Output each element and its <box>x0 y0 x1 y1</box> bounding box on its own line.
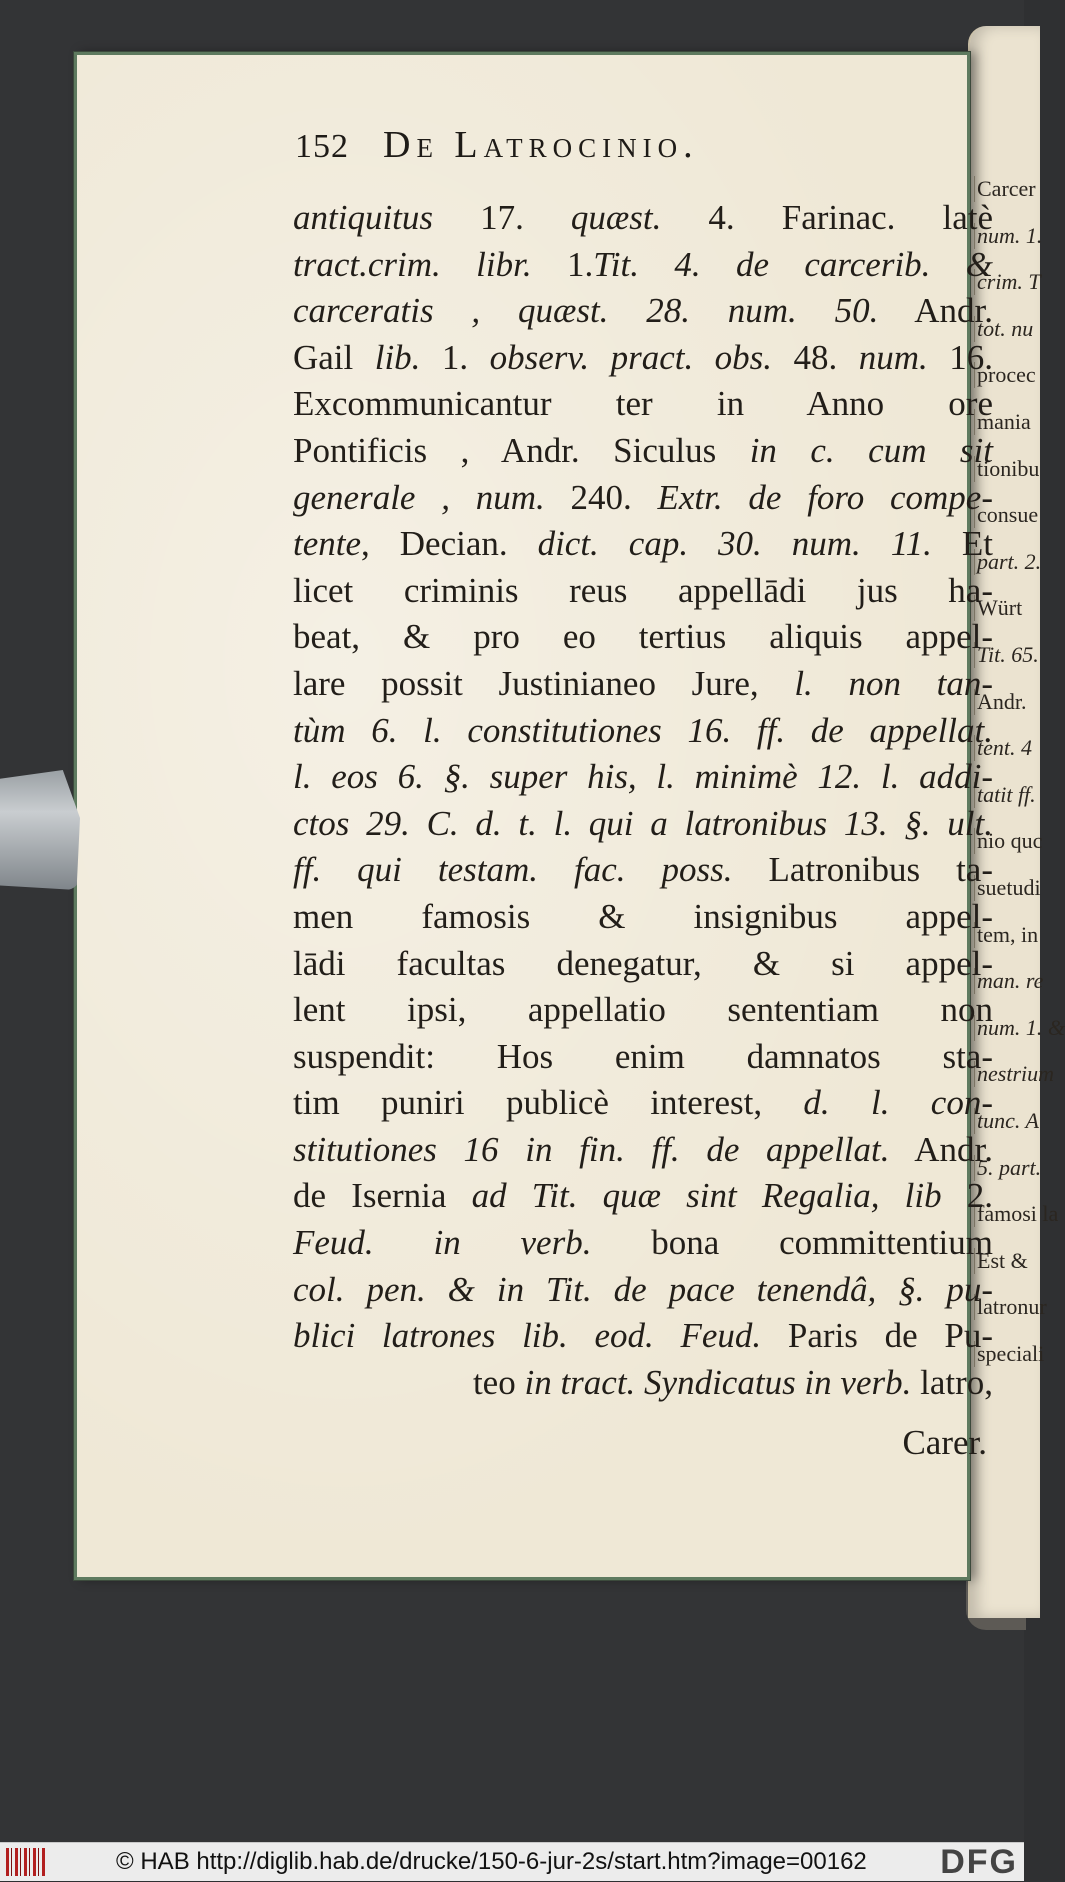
footer-credit: © HAB http://diglib.hab.de/drucke/150-6-jur-2s/start.htm?image=00162 <box>116 1848 867 1875</box>
italic-segment: tùm 6. l. constitutiones 16. ff. de appellat. <box>293 710 993 750</box>
italic-segment: num. <box>858 337 928 377</box>
text-line <box>293 335 993 382</box>
facing-page-fragment: mania <box>974 409 1031 435</box>
text-line <box>293 941 993 988</box>
dfg-logo: DFG <box>940 1842 1018 1881</box>
roman-segment: 1. <box>531 244 594 284</box>
roman-segment: Gail <box>293 337 375 377</box>
roman-segment: Latronibus ta- <box>732 850 993 890</box>
roman-segment: lent ipsi, appellatio sententiam non <box>293 990 993 1030</box>
roman-segment: 240. <box>544 477 658 517</box>
italic-segment: ctos 29. C. d. t. l. qui a latronibus 13. §. ult. <box>293 803 993 843</box>
italic-segment: col. pen. & in Tit. de pace tenendâ, §. pu- <box>293 1269 993 1309</box>
text-line <box>293 801 993 848</box>
text-line <box>293 1173 993 1220</box>
page-number: 152 <box>295 128 349 165</box>
facing-page-fragment: Carcer <box>974 176 1036 202</box>
facing-page-fragment: famosi la <box>974 1201 1058 1227</box>
roman-segment: Andr. <box>878 291 993 331</box>
italic-segment: blici latrones lib. eod. Feud. <box>293 1316 762 1356</box>
body-text <box>293 195 993 1406</box>
roman-segment: 1. <box>420 337 490 377</box>
text-line <box>293 195 993 242</box>
italic-segment: l. eos 6. §. super his, l. minimè 12. l. addi- <box>293 757 993 797</box>
running-title: De Latrocinio. <box>383 124 699 166</box>
text-line <box>293 708 993 755</box>
roman-segment: Andr. <box>889 1129 993 1169</box>
roman-segment: men famosis & insignibus appel- <box>293 896 993 936</box>
facing-page-fragment: num. 1. <box>974 223 1042 249</box>
text-line <box>293 475 993 522</box>
roman-segment: Excommunicantur ter in Anno ore <box>293 384 993 424</box>
roman-segment: 16. <box>927 337 994 377</box>
italic-segment: d. l. con- <box>803 1083 993 1123</box>
facing-page-fragment: procec <box>974 362 1036 388</box>
text-line <box>293 987 993 1034</box>
roman-segment: Pontificis , Andr. Siculus <box>293 430 750 470</box>
roman-segment: 48. <box>772 337 859 377</box>
roman-segment: tim puniri publicè interest, <box>293 1083 804 1123</box>
roman-segment: teo <box>472 1362 525 1402</box>
hab-barcode-icon <box>6 1848 46 1876</box>
facing-page-fragment: Andr. <box>974 689 1027 715</box>
text-line <box>293 1313 993 1360</box>
text-line <box>293 1220 993 1267</box>
roman-segment: beat, & pro eo tertius aliquis appel- <box>293 617 993 657</box>
roman-segment: licet criminis reus appellādi jus ha- <box>293 570 993 610</box>
text-line <box>293 1360 993 1407</box>
roman-segment: Et <box>931 524 993 564</box>
roman-segment: , Decian. <box>361 524 538 564</box>
text-line <box>293 288 993 335</box>
facing-page-fragment: Würt <box>974 595 1022 621</box>
italic-segment: antiquitus <box>293 198 434 237</box>
italic-segment: ad Tit. quæ sint Regalia, lib <box>471 1176 942 1216</box>
italic-segment: tract.crim. libr. <box>293 244 532 284</box>
italic-segment: ff. qui testam. fac. poss. <box>293 850 733 890</box>
facing-page-fragment: tem, in <box>974 922 1038 948</box>
text-line <box>293 1127 993 1174</box>
roman-segment: 2. <box>941 1176 993 1216</box>
italic-segment: Tit. 4. de carcerib. & <box>593 244 994 284</box>
italic-segment: carceratis , quæst. 28. num. 50. <box>293 291 879 331</box>
facing-page-fragment: Tit. 65. <box>974 642 1039 668</box>
running-head <box>295 123 855 175</box>
roman-segment: suspendit: Hos enim damnatos sta- <box>293 1036 993 1076</box>
text-line <box>293 1080 993 1127</box>
facing-page-fragment: latronur <box>974 1294 1047 1320</box>
facing-page-fragment: man. re <box>974 968 1043 994</box>
roman-segment: bona committentium <box>591 1223 993 1263</box>
facing-page-fragment: tunc. A <box>974 1108 1039 1134</box>
roman-segment: 4. Farinac. latè <box>661 198 994 237</box>
roman-segment: latro, <box>911 1362 993 1402</box>
page-holder-spatula <box>0 770 80 890</box>
facing-page-fragment: Est & <box>974 1248 1028 1274</box>
book-page <box>74 52 994 1580</box>
facing-page-fragment: tatit ff. <box>974 782 1036 808</box>
facing-page-fragment: tionibu <box>974 456 1039 482</box>
facing-page-fragment: num. 1. & <box>974 1015 1065 1041</box>
italic-segment: in tract. Syndicatus in verb. <box>524 1362 912 1402</box>
italic-segment: Extr. de foro compe- <box>657 477 993 517</box>
italic-segment: tente <box>293 524 362 564</box>
facing-page-fragment: 5. part. <box>974 1155 1041 1181</box>
text-line <box>293 381 993 428</box>
facing-page-fragment: crim. T <box>974 269 1041 295</box>
italic-segment: observ. pract. obs. <box>489 337 773 377</box>
italic-segment: generale , num. <box>293 477 545 517</box>
text-line <box>293 847 993 894</box>
facing-page-fragment: consue <box>974 502 1038 528</box>
text-line <box>293 428 993 475</box>
text-line <box>293 754 993 801</box>
roman-segment: Paris de Pu- <box>761 1316 994 1356</box>
italic-segment: l. non tan- <box>794 663 993 703</box>
italic-segment: in c. cum sit <box>749 430 994 470</box>
italic-segment: quæst. <box>570 198 662 237</box>
italic-segment: stitutiones 16 in fin. ff. de appellat. <box>293 1129 890 1169</box>
catchword: Carer. <box>902 1423 987 1462</box>
text-line <box>293 1267 993 1314</box>
facing-page-fragment: part. 2. <box>974 549 1041 575</box>
text-line <box>293 661 993 708</box>
text-line <box>293 894 993 941</box>
facing-page-fragment: speciali <box>974 1341 1044 1367</box>
text-line <box>293 521 993 568</box>
roman-segment: de Isernia <box>293 1176 472 1216</box>
facing-page-fragment: suetudi <box>974 875 1041 901</box>
facing-page-fragment: tent. 4 <box>974 735 1032 761</box>
text-line <box>293 1034 993 1081</box>
footer-bar <box>0 1842 1024 1881</box>
facing-page-fragment: nio quc <box>974 828 1042 854</box>
italic-segment: Feud. in verb. <box>293 1223 592 1263</box>
facing-page-fragment: tot. nu <box>974 316 1033 342</box>
text-line <box>293 614 993 661</box>
text-line <box>293 242 993 289</box>
text-line <box>293 568 993 615</box>
roman-segment: lādi facultas denegatur, & si appel- <box>293 943 993 983</box>
italic-segment: lib. <box>374 337 421 377</box>
roman-segment: lare possit Justinianeo Jure, <box>293 663 795 703</box>
facing-page-fragment: nestrium <box>974 1061 1054 1087</box>
roman-segment: 17. <box>433 198 571 237</box>
italic-segment: dict. cap. 30. num. 11. <box>537 524 932 564</box>
